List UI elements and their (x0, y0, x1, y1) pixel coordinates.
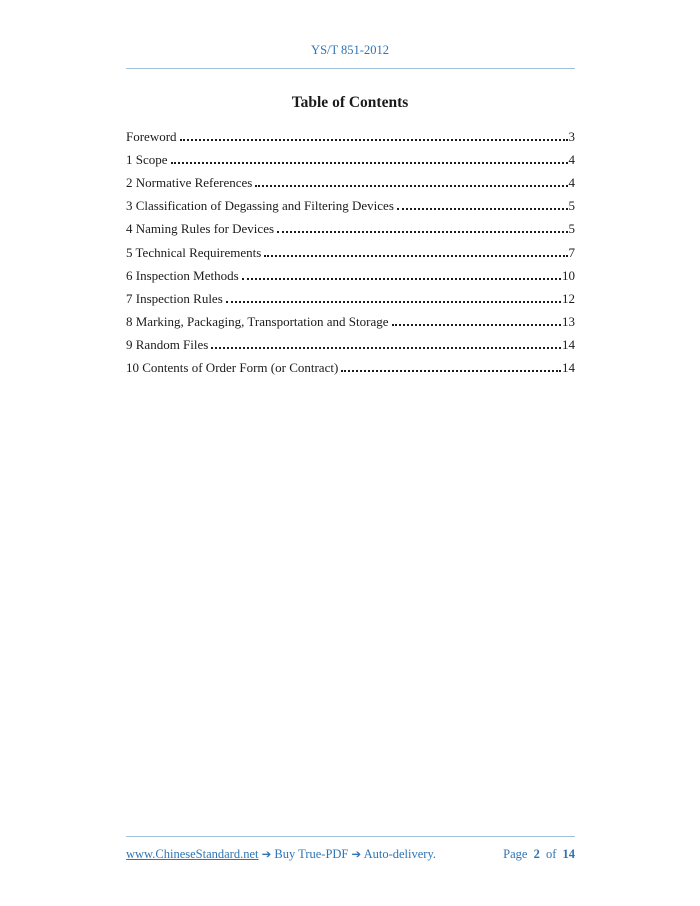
toc-entry (126, 237, 575, 260)
toc-entry-page: 13 (562, 313, 575, 329)
footer-page-total: 14 (562, 847, 575, 861)
toc-entry-page: 5 (568, 198, 575, 214)
footer-divider (126, 836, 575, 837)
footer-buy-text: Buy True-PDF (274, 847, 349, 861)
toc-entry (126, 214, 575, 237)
toc-entry-label: 10 Contents of Order Form (or Contract) (126, 360, 339, 376)
toc-entry-label: 1 Scope (126, 152, 168, 168)
toc-entry-label: 3 Classification of Degassing and Filtering Devices (126, 198, 394, 214)
toc-list (126, 122, 575, 376)
arrow-right-icon: ➔ (261, 847, 272, 861)
toc-entry-label: Foreword (126, 129, 177, 145)
toc-entry-page: 4 (568, 152, 575, 168)
toc-entry-page: 5 (568, 221, 575, 237)
toc-entry-label: 4 Naming Rules for Devices (126, 221, 275, 237)
footer-delivery-text: Auto-delivery. (363, 847, 437, 861)
toc-entry (126, 284, 575, 307)
arrow-right-icon: ➔ (351, 847, 362, 861)
toc-entry (126, 191, 575, 214)
toc-entry-page: 12 (562, 290, 575, 306)
toc-entry-page: 4 (568, 175, 575, 191)
toc-leader-dots (171, 162, 568, 164)
toc-leader-dots (392, 324, 562, 326)
toc-entry-page: 14 (562, 336, 575, 352)
toc-leader-dots (180, 139, 568, 141)
toc-entry-label: 5 Technical Requirements (126, 244, 262, 260)
toc-leader-dots (341, 370, 561, 372)
toc-entry-page: 14 (562, 360, 575, 376)
toc-entry-label: 6 Inspection Methods (126, 267, 239, 283)
toc-entry-label: 9 Random Files (126, 336, 209, 352)
footer-page-indicator (503, 846, 575, 862)
toc-leader-dots (255, 185, 567, 187)
toc-leader-dots (211, 347, 561, 349)
toc-entry-page: 10 (562, 267, 575, 283)
toc-entry (126, 261, 575, 284)
website-link[interactable]: www.ChineseStandard.net (126, 847, 259, 861)
footer-of-label: of (545, 847, 557, 861)
toc-entry-page: 7 (568, 244, 575, 260)
toc-entry (126, 145, 575, 168)
toc-entry-page: 3 (568, 129, 575, 145)
toc-entry (126, 168, 575, 191)
toc-entry-label: 8 Marking, Packaging, Transportation and Storage (126, 313, 389, 329)
toc-entry (126, 122, 575, 145)
header-divider (126, 68, 575, 69)
toc-leader-dots (397, 208, 568, 210)
footer-page-label: Page (503, 847, 528, 861)
toc-leader-dots (226, 301, 561, 303)
page-footer (126, 846, 575, 862)
toc-entry-label: 7 Inspection Rules (126, 290, 223, 306)
toc-entry (126, 353, 575, 376)
toc-leader-dots (242, 278, 561, 280)
footer-page-current: 2 (533, 847, 540, 861)
page-title: Table of Contents (291, 94, 409, 111)
footer-left (126, 846, 436, 862)
standard-code-header: YS/T 851-2012 (311, 43, 389, 57)
toc-leader-dots (264, 255, 567, 257)
toc-entry-label: 2 Normative References (126, 175, 253, 191)
toc-entry (126, 307, 575, 330)
toc-leader-dots (277, 231, 567, 233)
toc-entry (126, 330, 575, 353)
